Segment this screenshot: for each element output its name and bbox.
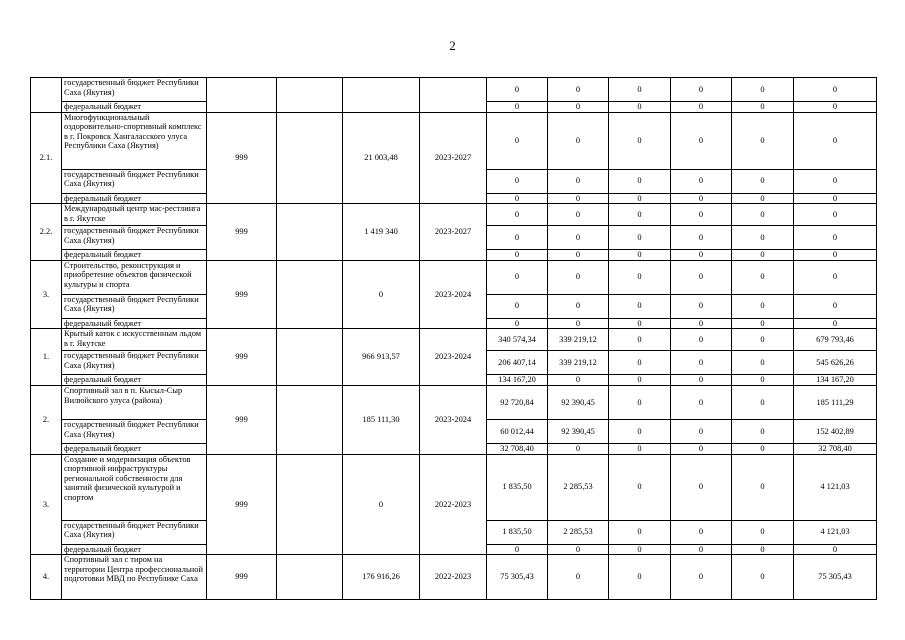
year-value-cell: 0 bbox=[671, 294, 732, 318]
empty-cell bbox=[277, 329, 343, 386]
item-number-cell: 1. bbox=[31, 329, 62, 386]
year-value-cell: 0 bbox=[609, 318, 671, 329]
year-value-cell: 0 bbox=[671, 318, 732, 329]
table-row-item bbox=[31, 112, 877, 169]
year-value-cell: 0 bbox=[671, 385, 732, 419]
year-value-cell: 0 bbox=[732, 520, 794, 544]
year-value-cell: 1 835,50 bbox=[487, 520, 548, 544]
total-value-cell: 4 121,03 bbox=[794, 520, 877, 544]
year-value-cell: 0 bbox=[732, 102, 794, 113]
item-name-cell: Крытый каток с искусственным льдом в г. Якутске bbox=[62, 329, 207, 351]
total-value-cell: 75 305,43 bbox=[794, 555, 877, 600]
year-value-cell: 0 bbox=[609, 169, 671, 193]
year-value-cell: 0 bbox=[732, 443, 794, 454]
item-name-cell: государственный бюджет Республики Саха (Якутия) bbox=[62, 520, 207, 544]
year-value-cell: 0 bbox=[487, 260, 548, 294]
estimated-cost-cell: 0 bbox=[343, 260, 420, 329]
code-cell: 999 bbox=[207, 112, 277, 204]
year-value-cell: 0 bbox=[548, 204, 609, 226]
year-value-cell: 0 bbox=[548, 250, 609, 261]
total-value-cell: 0 bbox=[794, 226, 877, 250]
item-number-cell bbox=[31, 78, 62, 113]
year-value-cell: 1 835,50 bbox=[487, 454, 548, 520]
year-value-cell: 0 bbox=[732, 226, 794, 250]
code-cell: 999 bbox=[207, 385, 277, 454]
total-value-cell: 0 bbox=[794, 318, 877, 329]
item-name-cell: государственный бюджет Республики Саха (Якутия) bbox=[62, 78, 207, 102]
table-row-item bbox=[31, 204, 877, 226]
total-value-cell: 0 bbox=[794, 78, 877, 102]
item-name-cell: федеральный бюджет bbox=[62, 318, 207, 329]
estimated-cost-cell bbox=[343, 78, 420, 113]
total-value-cell: 0 bbox=[794, 250, 877, 261]
year-value-cell: 92 390,45 bbox=[548, 419, 609, 443]
year-value-cell: 0 bbox=[609, 385, 671, 419]
year-value-cell: 0 bbox=[671, 250, 732, 261]
total-value-cell: 0 bbox=[794, 102, 877, 113]
code-cell: 999 bbox=[207, 329, 277, 386]
year-value-cell: 0 bbox=[671, 112, 732, 169]
total-value-cell: 0 bbox=[794, 169, 877, 193]
year-value-cell: 0 bbox=[609, 555, 671, 600]
year-value-cell: 0 bbox=[671, 329, 732, 351]
year-value-cell: 32 708,40 bbox=[487, 443, 548, 454]
table-row-item bbox=[31, 385, 877, 419]
item-name-cell: Многофункциональный оздоровительно-спортивный комплекс в г. Покровск Хангаласского улуса Республики Саха (Якутия) bbox=[62, 112, 207, 169]
year-value-cell: 0 bbox=[671, 204, 732, 226]
year-value-cell: 340 574,34 bbox=[487, 329, 548, 351]
year-value-cell: 0 bbox=[609, 260, 671, 294]
table-row-item bbox=[31, 454, 877, 520]
year-value-cell: 0 bbox=[671, 375, 732, 386]
year-value-cell: 0 bbox=[732, 204, 794, 226]
page-number: 2 bbox=[449, 38, 456, 53]
total-value-cell: 4 121,03 bbox=[794, 454, 877, 520]
empty-cell bbox=[277, 204, 343, 261]
year-value-cell: 0 bbox=[548, 318, 609, 329]
year-value-cell: 0 bbox=[487, 193, 548, 204]
year-value-cell: 0 bbox=[487, 78, 548, 102]
year-value-cell: 0 bbox=[548, 260, 609, 294]
year-value-cell: 0 bbox=[732, 419, 794, 443]
year-value-cell: 0 bbox=[487, 544, 548, 555]
year-value-cell: 92 390,45 bbox=[548, 385, 609, 419]
year-value-cell: 0 bbox=[487, 294, 548, 318]
year-value-cell: 92 720,84 bbox=[487, 385, 548, 419]
item-name-cell: федеральный бюджет bbox=[62, 544, 207, 555]
year-value-cell: 0 bbox=[487, 112, 548, 169]
item-name-cell: Строительство, реконструкция и приобретение объектов физической культуры и спорта bbox=[62, 260, 207, 294]
estimated-cost-cell: 176 916,26 bbox=[343, 555, 420, 600]
year-value-cell: 0 bbox=[732, 78, 794, 102]
total-value-cell: 32 708,40 bbox=[794, 443, 877, 454]
year-value-cell: 0 bbox=[609, 329, 671, 351]
period-cell: 2023-2024 bbox=[420, 329, 487, 386]
empty-cell bbox=[277, 555, 343, 600]
item-name-cell: федеральный бюджет bbox=[62, 250, 207, 261]
year-value-cell: 0 bbox=[732, 544, 794, 555]
empty-cell bbox=[277, 78, 343, 113]
total-value-cell: 134 167,20 bbox=[794, 375, 877, 386]
item-name-cell: государственный бюджет Республики Саха (Якутия) bbox=[62, 226, 207, 250]
year-value-cell: 0 bbox=[609, 544, 671, 555]
item-name-cell: государственный бюджет Республики Саха (Якутия) bbox=[62, 351, 207, 375]
total-value-cell: 679 793,46 bbox=[794, 329, 877, 351]
year-value-cell: 0 bbox=[548, 544, 609, 555]
estimated-cost-cell: 21 003,48 bbox=[343, 112, 420, 204]
item-name-cell: Международный центр мас-рестлинга в г. Якутске bbox=[62, 204, 207, 226]
year-value-cell: 0 bbox=[609, 112, 671, 169]
period-cell: 2022-2023 bbox=[420, 454, 487, 555]
year-value-cell: 0 bbox=[609, 454, 671, 520]
year-value-cell: 0 bbox=[487, 318, 548, 329]
year-value-cell: 0 bbox=[548, 102, 609, 113]
period-cell: 2023-2024 bbox=[420, 260, 487, 329]
empty-cell bbox=[277, 385, 343, 454]
item-name-cell: федеральный бюджет bbox=[62, 193, 207, 204]
code-cell: 999 bbox=[207, 204, 277, 261]
empty-cell bbox=[277, 454, 343, 555]
year-value-cell: 0 bbox=[609, 193, 671, 204]
year-value-cell: 0 bbox=[548, 555, 609, 600]
code-cell: 999 bbox=[207, 454, 277, 555]
item-number-cell: 2. bbox=[31, 385, 62, 454]
item-name-cell: Спортивный зал с тиром на территории Центра профессиональной подготовки МВД по Республике Саха bbox=[62, 555, 207, 600]
year-value-cell: 0 bbox=[671, 520, 732, 544]
year-value-cell: 0 bbox=[671, 169, 732, 193]
year-value-cell: 0 bbox=[671, 102, 732, 113]
year-value-cell: 0 bbox=[609, 351, 671, 375]
estimated-cost-cell: 966 913,57 bbox=[343, 329, 420, 386]
year-value-cell: 0 bbox=[487, 169, 548, 193]
year-value-cell: 0 bbox=[609, 375, 671, 386]
year-value-cell: 0 bbox=[732, 318, 794, 329]
item-number-cell: 3. bbox=[31, 454, 62, 555]
estimated-cost-cell: 185 111,30 bbox=[343, 385, 420, 454]
table-row-item bbox=[31, 78, 877, 102]
year-value-cell: 0 bbox=[732, 260, 794, 294]
year-value-cell: 0 bbox=[609, 204, 671, 226]
year-value-cell: 0 bbox=[487, 250, 548, 261]
year-value-cell: 0 bbox=[487, 102, 548, 113]
year-value-cell: 0 bbox=[671, 555, 732, 600]
year-value-cell: 0 bbox=[548, 443, 609, 454]
period-cell bbox=[420, 78, 487, 113]
total-value-cell: 0 bbox=[794, 204, 877, 226]
total-value-cell: 152 402,89 bbox=[794, 419, 877, 443]
code-cell: 999 bbox=[207, 260, 277, 329]
year-value-cell: 0 bbox=[548, 226, 609, 250]
estimated-cost-cell: 0 bbox=[343, 454, 420, 555]
year-value-cell: 0 bbox=[732, 294, 794, 318]
year-value-cell: 0 bbox=[671, 260, 732, 294]
year-value-cell: 0 bbox=[671, 544, 732, 555]
year-value-cell: 339 219,12 bbox=[548, 351, 609, 375]
item-number-cell: 2.2. bbox=[31, 204, 62, 261]
year-value-cell: 0 bbox=[548, 193, 609, 204]
item-number-cell: 3. bbox=[31, 260, 62, 329]
year-value-cell: 0 bbox=[609, 419, 671, 443]
empty-cell bbox=[277, 260, 343, 329]
year-value-cell: 0 bbox=[732, 375, 794, 386]
item-name-cell: государственный бюджет Республики Саха (Якутия) bbox=[62, 169, 207, 193]
code-cell: 999 bbox=[207, 555, 277, 600]
item-number-cell: 4. bbox=[31, 555, 62, 600]
year-value-cell: 0 bbox=[671, 78, 732, 102]
year-value-cell: 134 167,20 bbox=[487, 375, 548, 386]
year-value-cell: 2 285,53 bbox=[548, 454, 609, 520]
year-value-cell: 0 bbox=[609, 102, 671, 113]
budget-table bbox=[30, 77, 877, 600]
code-cell bbox=[207, 78, 277, 113]
year-value-cell: 2 285,53 bbox=[548, 520, 609, 544]
year-value-cell: 0 bbox=[609, 226, 671, 250]
year-value-cell: 0 bbox=[732, 250, 794, 261]
total-value-cell: 0 bbox=[794, 294, 877, 318]
year-value-cell: 0 bbox=[732, 329, 794, 351]
year-value-cell: 0 bbox=[732, 169, 794, 193]
year-value-cell: 0 bbox=[548, 169, 609, 193]
item-name-cell: государственный бюджет Республики Саха (Якутия) bbox=[62, 294, 207, 318]
year-value-cell: 0 bbox=[732, 385, 794, 419]
year-value-cell: 0 bbox=[732, 454, 794, 520]
year-value-cell: 206 407,14 bbox=[487, 351, 548, 375]
empty-cell bbox=[277, 112, 343, 204]
total-value-cell: 545 626,26 bbox=[794, 351, 877, 375]
year-value-cell: 0 bbox=[671, 419, 732, 443]
year-value-cell: 0 bbox=[609, 78, 671, 102]
year-value-cell: 0 bbox=[671, 443, 732, 454]
item-name-cell: Спортивный зал в п. Кысыл-Сыр Вилюйского улуса (района) bbox=[62, 385, 207, 419]
period-cell: 2023-2027 bbox=[420, 112, 487, 204]
total-value-cell: 0 bbox=[794, 193, 877, 204]
table-row-item bbox=[31, 329, 877, 351]
period-cell: 2023-2027 bbox=[420, 204, 487, 261]
year-value-cell: 0 bbox=[609, 443, 671, 454]
year-value-cell: 0 bbox=[671, 226, 732, 250]
year-value-cell: 0 bbox=[609, 250, 671, 261]
year-value-cell: 0 bbox=[548, 112, 609, 169]
year-value-cell: 0 bbox=[548, 294, 609, 318]
year-value-cell: 0 bbox=[671, 351, 732, 375]
estimated-cost-cell: 1 419 340 bbox=[343, 204, 420, 261]
table-row-item bbox=[31, 555, 877, 600]
year-value-cell: 0 bbox=[487, 226, 548, 250]
total-value-cell: 185 111,29 bbox=[794, 385, 877, 419]
year-value-cell: 0 bbox=[548, 78, 609, 102]
period-cell: 2023-2024 bbox=[420, 385, 487, 454]
year-value-cell: 0 bbox=[671, 454, 732, 520]
item-name-cell: федеральный бюджет bbox=[62, 102, 207, 113]
year-value-cell: 60 012,44 bbox=[487, 419, 548, 443]
item-number-cell: 2.1. bbox=[31, 112, 62, 204]
item-name-cell: государственный бюджет Республики Саха (Якутия) bbox=[62, 419, 207, 443]
item-name-cell: федеральный бюджет bbox=[62, 375, 207, 386]
year-value-cell: 0 bbox=[609, 520, 671, 544]
year-value-cell: 339 219,12 bbox=[548, 329, 609, 351]
item-name-cell: федеральный бюджет bbox=[62, 443, 207, 454]
year-value-cell: 0 bbox=[732, 193, 794, 204]
year-value-cell: 0 bbox=[487, 204, 548, 226]
total-value-cell: 0 bbox=[794, 112, 877, 169]
year-value-cell: 0 bbox=[732, 555, 794, 600]
year-value-cell: 0 bbox=[732, 112, 794, 169]
budget-table-body bbox=[31, 78, 877, 600]
year-value-cell: 0 bbox=[548, 375, 609, 386]
year-value-cell: 75 305,43 bbox=[487, 555, 548, 600]
table-row-item bbox=[31, 260, 877, 294]
total-value-cell: 0 bbox=[794, 260, 877, 294]
total-value-cell: 0 bbox=[794, 544, 877, 555]
year-value-cell: 0 bbox=[671, 193, 732, 204]
year-value-cell: 0 bbox=[609, 294, 671, 318]
item-name-cell: Создание и модернизация объектов спортивной инфраструктуры региональной собственности для занятий физической культурой и спортом bbox=[62, 454, 207, 520]
year-value-cell: 0 bbox=[732, 351, 794, 375]
period-cell: 2022-2023 bbox=[420, 555, 487, 600]
